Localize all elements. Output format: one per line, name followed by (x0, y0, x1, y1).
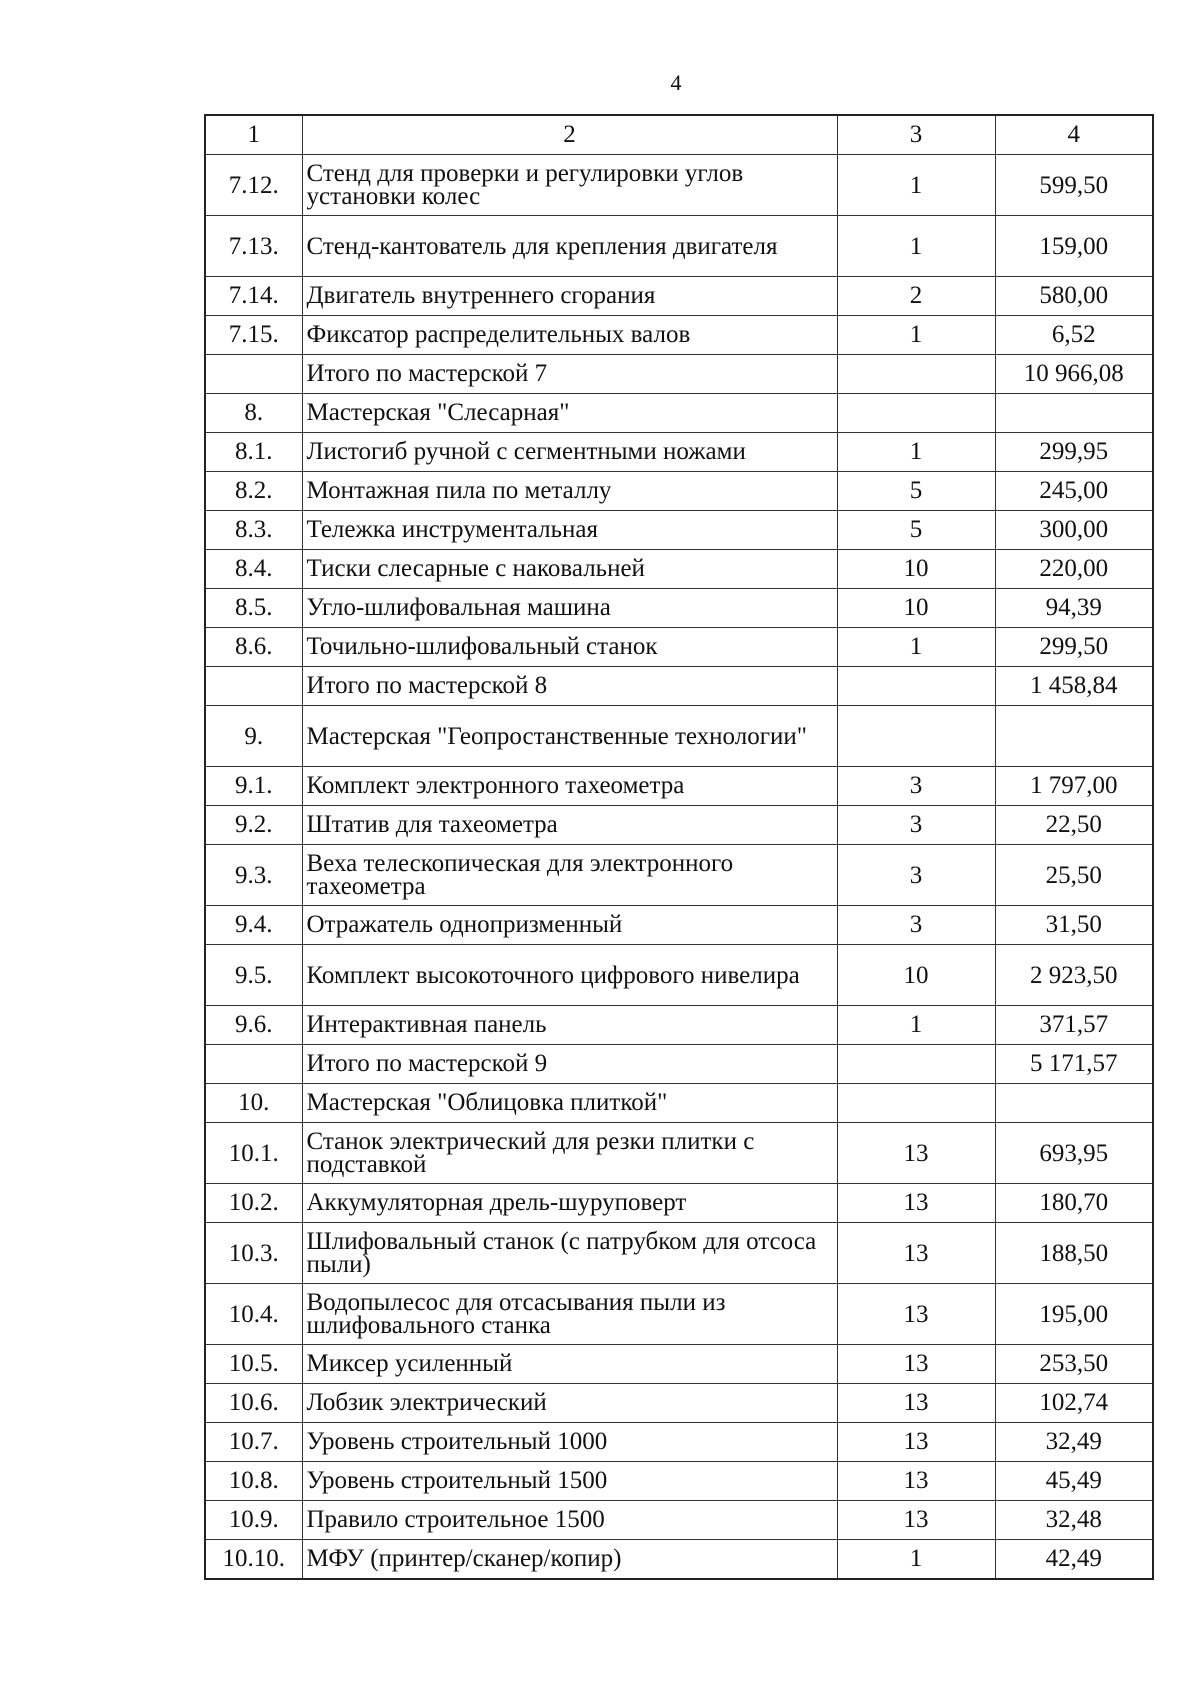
table-row (205, 1540, 1153, 1580)
row-name: Правило строительное 1500 (302, 1501, 837, 1540)
row-name: Комплект электронного тахеометра (302, 767, 837, 806)
row-number: 7.12. (205, 155, 302, 216)
table-row (205, 1501, 1153, 1540)
row-amount (995, 706, 1153, 767)
row-quantity: 13 (837, 1123, 995, 1184)
row-number: 10. (205, 1084, 302, 1123)
row-name: Мастерская "Облицовка плиткой" (302, 1084, 837, 1123)
row-quantity: 1 (837, 316, 995, 355)
row-quantity (837, 1084, 995, 1123)
row-number: 10.6. (205, 1384, 302, 1423)
row-quantity: 10 (837, 550, 995, 589)
row-number: 8.4. (205, 550, 302, 589)
row-quantity: 2 (837, 277, 995, 316)
row-amount: 371,57 (995, 1006, 1153, 1045)
row-number: 10.4. (205, 1284, 302, 1345)
row-name: Итого по мастерской 7 (302, 355, 837, 394)
row-amount: 599,50 (995, 155, 1153, 216)
row-name: Комплект высокоточного цифрового нивелира (302, 945, 837, 1006)
row-name: Уровень строительный 1000 (302, 1423, 837, 1462)
row-number: 9.3. (205, 845, 302, 906)
row-amount: 693,95 (995, 1123, 1153, 1184)
table-row (205, 945, 1153, 1006)
row-name: Станок электрический для резки плитки с подставкой (302, 1123, 837, 1184)
row-number: 8.3. (205, 511, 302, 550)
row-amount: 102,74 (995, 1384, 1153, 1423)
row-name: Лобзик электрический (302, 1384, 837, 1423)
row-quantity: 1 (837, 216, 995, 277)
row-quantity: 10 (837, 589, 995, 628)
row-number (205, 1045, 302, 1084)
row-number: 8.1. (205, 433, 302, 472)
table-row (205, 472, 1153, 511)
row-amount: 45,49 (995, 1462, 1153, 1501)
row-name: Точильно-шлифовальный станок (302, 628, 837, 667)
table-row (205, 433, 1153, 472)
equipment-table (204, 114, 1154, 1580)
row-number: 7.13. (205, 216, 302, 277)
row-amount: 1 797,00 (995, 767, 1153, 806)
row-amount (995, 394, 1153, 433)
row-number: 7.14. (205, 277, 302, 316)
row-number: 8.2. (205, 472, 302, 511)
row-amount: 10 966,08 (995, 355, 1153, 394)
row-amount (995, 1084, 1153, 1123)
row-number: 10.2. (205, 1184, 302, 1223)
row-amount: 25,50 (995, 845, 1153, 906)
row-name: Отражатель однопризменный (302, 906, 837, 945)
row-quantity: 1 (837, 628, 995, 667)
header-col-4: 4 (995, 115, 1153, 155)
table-row (205, 1184, 1153, 1223)
table-row (205, 1084, 1153, 1123)
row-number: 10.7. (205, 1423, 302, 1462)
row-name: Двигатель внутреннего сгорания (302, 277, 837, 316)
row-name: Веха телескопическая для электронного тахеометра (302, 845, 837, 906)
table-row (205, 1123, 1153, 1184)
row-name: Миксер усиленный (302, 1345, 837, 1384)
row-name: Уровень строительный 1500 (302, 1462, 837, 1501)
row-name: МФУ (принтер/сканер/копир) (302, 1540, 837, 1580)
table-row (205, 1223, 1153, 1284)
table-row (205, 589, 1153, 628)
row-amount: 2 923,50 (995, 945, 1153, 1006)
row-name: Листогиб ручной с сегментными ножами (302, 433, 837, 472)
row-number: 10.3. (205, 1223, 302, 1284)
table-row (205, 906, 1153, 945)
header-row (205, 115, 1153, 155)
row-number: 9.1. (205, 767, 302, 806)
row-amount: 32,48 (995, 1501, 1153, 1540)
row-quantity: 13 (837, 1184, 995, 1223)
table-row (205, 767, 1153, 806)
row-number: 9. (205, 706, 302, 767)
row-name: Стенд-кантователь для крепления двигателя (302, 216, 837, 277)
row-amount: 195,00 (995, 1284, 1153, 1345)
row-quantity: 13 (837, 1384, 995, 1423)
table-row (205, 316, 1153, 355)
row-quantity: 1 (837, 155, 995, 216)
table-row (205, 845, 1153, 906)
row-amount: 159,00 (995, 216, 1153, 277)
table-row (205, 355, 1153, 394)
row-amount: 299,50 (995, 628, 1153, 667)
row-quantity: 1 (837, 1006, 995, 1045)
row-quantity (837, 667, 995, 706)
row-amount: 22,50 (995, 806, 1153, 845)
table-row (205, 628, 1153, 667)
row-number: 9.4. (205, 906, 302, 945)
table-row (205, 216, 1153, 277)
row-amount: 253,50 (995, 1345, 1153, 1384)
row-amount: 5 171,57 (995, 1045, 1153, 1084)
row-number: 9.6. (205, 1006, 302, 1045)
row-quantity: 3 (837, 906, 995, 945)
table-row (205, 667, 1153, 706)
row-number: 10.10. (205, 1540, 302, 1580)
row-name: Интерактивная панель (302, 1006, 837, 1045)
row-quantity: 3 (837, 845, 995, 906)
table-row (205, 1045, 1153, 1084)
row-quantity (837, 706, 995, 767)
header-col-1: 1 (205, 115, 302, 155)
row-quantity: 13 (837, 1345, 995, 1384)
row-quantity: 13 (837, 1223, 995, 1284)
row-amount: 31,50 (995, 906, 1153, 945)
row-quantity: 10 (837, 945, 995, 1006)
row-amount: 180,70 (995, 1184, 1153, 1223)
row-name: Шлифовальный станок (с патрубком для отсоса пыли) (302, 1223, 837, 1284)
row-number: 9.5. (205, 945, 302, 1006)
row-name: Мастерская "Геопростанственные технологии" (302, 706, 837, 767)
row-name: Тележка инструментальная (302, 511, 837, 550)
row-amount: 300,00 (995, 511, 1153, 550)
row-amount: 580,00 (995, 277, 1153, 316)
row-quantity: 13 (837, 1501, 995, 1540)
header-col-2: 2 (302, 115, 837, 155)
row-number: 10.5. (205, 1345, 302, 1384)
table-row (205, 550, 1153, 589)
row-name: Тиски слесарные с наковальней (302, 550, 837, 589)
table-row (205, 806, 1153, 845)
row-quantity: 1 (837, 1540, 995, 1580)
table-row (205, 706, 1153, 767)
table-row (205, 394, 1153, 433)
row-name: Итого по мастерской 8 (302, 667, 837, 706)
row-amount: 220,00 (995, 550, 1153, 589)
row-quantity: 5 (837, 511, 995, 550)
row-number: 7.15. (205, 316, 302, 355)
table-row (205, 155, 1153, 216)
row-quantity (837, 394, 995, 433)
row-quantity: 13 (837, 1423, 995, 1462)
row-name: Угло-шлифовальная машина (302, 589, 837, 628)
header-col-3: 3 (837, 115, 995, 155)
page-number: 4 (670, 70, 682, 95)
row-name: Мастерская "Слесарная" (302, 394, 837, 433)
table-body (205, 115, 1153, 1579)
row-name: Монтажная пила по металлу (302, 472, 837, 511)
row-number: 9.2. (205, 806, 302, 845)
row-number: 8. (205, 394, 302, 433)
table-row (205, 511, 1153, 550)
row-quantity: 3 (837, 806, 995, 845)
row-number: 8.6. (205, 628, 302, 667)
table-row (205, 1006, 1153, 1045)
row-name: Фиксатор распределительных валов (302, 316, 837, 355)
row-number: 10.8. (205, 1462, 302, 1501)
table-row (205, 1284, 1153, 1345)
row-quantity: 5 (837, 472, 995, 511)
table-row (205, 1384, 1153, 1423)
row-name: Итого по мастерской 9 (302, 1045, 837, 1084)
row-number (205, 667, 302, 706)
row-quantity: 3 (837, 767, 995, 806)
row-quantity: 13 (837, 1284, 995, 1345)
row-amount: 6,52 (995, 316, 1153, 355)
row-number: 10.9. (205, 1501, 302, 1540)
row-quantity: 1 (837, 433, 995, 472)
row-number: 10.1. (205, 1123, 302, 1184)
row-amount: 32,49 (995, 1423, 1153, 1462)
row-quantity (837, 355, 995, 394)
row-amount: 94,39 (995, 589, 1153, 628)
table-row (205, 277, 1153, 316)
table-row (205, 1423, 1153, 1462)
row-name: Штатив для тахеометра (302, 806, 837, 845)
row-name: Аккумуляторная дрель-шуруповерт (302, 1184, 837, 1223)
row-amount: 245,00 (995, 472, 1153, 511)
row-name: Стенд для проверки и регулировки углов установки колес (302, 155, 837, 216)
row-name: Водопылесос для отсасывания пыли из шлифовального станка (302, 1284, 837, 1345)
row-quantity (837, 1045, 995, 1084)
table-row (205, 1345, 1153, 1384)
row-amount: 1 458,84 (995, 667, 1153, 706)
row-number: 8.5. (205, 589, 302, 628)
row-quantity: 13 (837, 1462, 995, 1501)
row-amount: 299,95 (995, 433, 1153, 472)
row-amount: 188,50 (995, 1223, 1153, 1284)
row-amount: 42,49 (995, 1540, 1153, 1580)
row-number (205, 355, 302, 394)
table-row (205, 1462, 1153, 1501)
